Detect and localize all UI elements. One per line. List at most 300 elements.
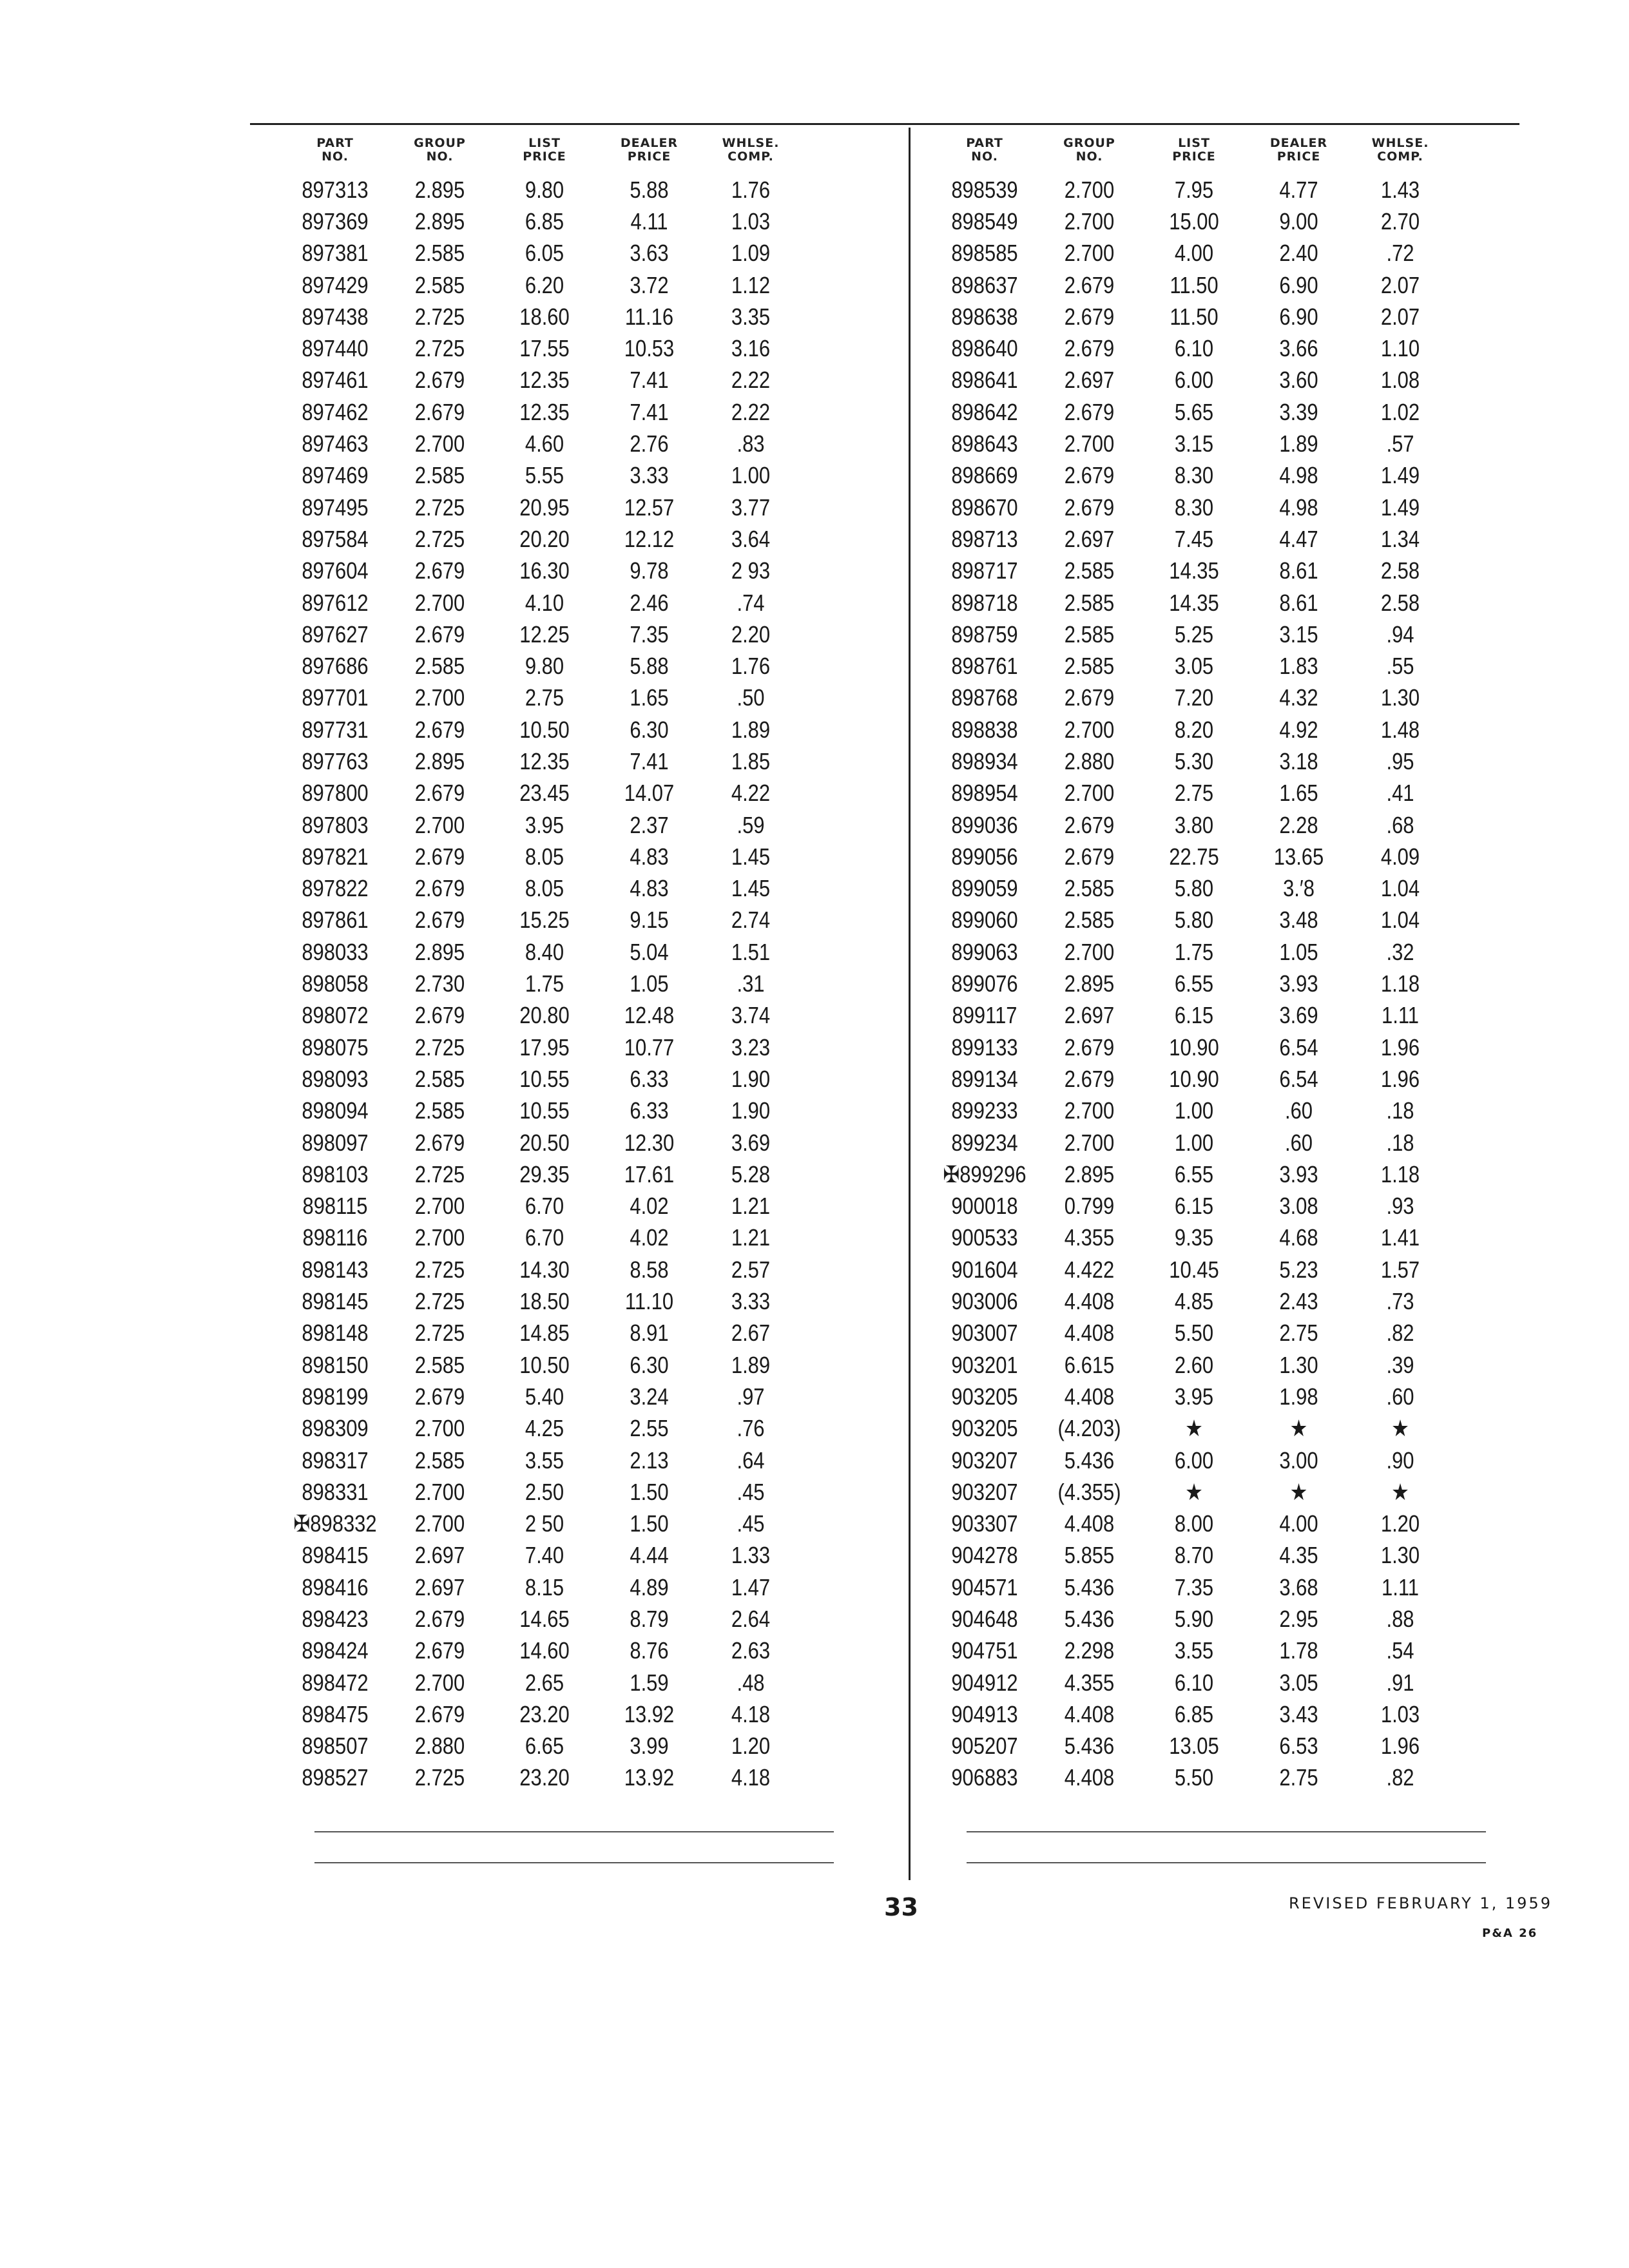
part-no-cell: 898670 [951,494,1018,521]
group-no-cell: 2.895 [414,747,465,774]
list-price-cell: 5.55 [525,462,564,489]
part-no-cell: 904912 [951,1669,1018,1696]
table-row [284,1191,799,1222]
part-no-cell: 899060 [951,907,1018,934]
group-no-cell: 2.700 [1064,938,1115,965]
dealer-price-cell: 6.33 [630,1097,669,1124]
table-row [284,174,799,206]
table-row [933,809,1449,841]
table-row [284,396,799,428]
list-price-cell: 2.75 [1174,780,1214,807]
table-row [933,650,1449,682]
dealer-price-cell: ★ [1289,1415,1308,1442]
table-row [284,332,799,364]
whlse-comp-cell: .31 [737,970,765,997]
dealer-price-cell: 2.43 [1279,1288,1318,1315]
list-price-cell: 17.95 [519,1033,570,1061]
dealer-price-cell: 4.83 [630,875,669,902]
part-no-cell: 904648 [951,1606,1018,1632]
table-row [933,1603,1449,1635]
header-whlse-comp: WHLSE. COMP. [722,136,780,164]
table-row [933,1127,1449,1158]
part-no-cell: 903201 [951,1351,1018,1378]
dealer-price-cell: 12.57 [624,494,675,521]
list-price-cell: 5.40 [525,1383,564,1410]
table-row [284,301,799,332]
dealer-price-cell: 1.83 [1279,653,1318,680]
list-price-cell: 3.15 [1174,430,1214,457]
list-price-cell: 20.95 [519,494,570,521]
part-no-cell: 898761 [951,653,1018,680]
list-price-cell: 4.00 [1174,240,1214,267]
whlse-comp-cell: 1.96 [1380,1733,1420,1760]
whlse-comp-cell: 1.89 [731,1351,771,1378]
part-no-cell: 898549 [951,207,1018,235]
whlse-comp-cell: 5.28 [731,1160,771,1187]
group-no-cell: 2.725 [414,303,465,330]
part-no-cell: 903006 [951,1288,1018,1315]
group-no-cell: 2.679 [1064,811,1115,838]
list-price-cell: 3.05 [1174,653,1214,680]
header-dealer-price: DEALER PRICE [1269,136,1328,164]
whlse-comp-cell: 1.90 [731,1097,771,1124]
table-row [284,1318,799,1349]
dealer-price-cell: 6.30 [630,716,669,743]
table-row [284,460,799,492]
part-no-cell: 898094 [302,1097,369,1124]
whlse-comp-cell: 2.63 [731,1637,771,1664]
list-price-cell: 23.20 [519,1700,570,1727]
part-no-cell: 897731 [302,716,369,743]
group-no-cell: 2.700 [1064,240,1115,267]
group-no-cell: 0.799 [1064,1193,1115,1220]
group-no-cell: 2.679 [414,398,465,425]
part-no-cell: 897701 [302,684,369,711]
list-price-cell: 6.55 [1174,970,1214,997]
list-price-cell: 23.20 [519,1764,570,1791]
part-no-cell: 898637 [951,271,1018,298]
list-price-cell: 14.35 [1169,557,1219,584]
whlse-comp-cell: .90 [1386,1446,1414,1474]
group-no-cell: 2.679 [414,367,465,394]
group-no-cell: 2.697 [414,1573,465,1600]
list-price-cell: 14.60 [519,1637,570,1664]
table-row [284,428,799,459]
header-group-no: GROUP NO. [414,136,466,164]
footer-rule [314,1862,834,1863]
part-no-cell: 898150 [302,1351,369,1378]
table-row [284,1571,799,1603]
whlse-comp-cell: .88 [1386,1606,1414,1632]
whlse-comp-cell: 3.77 [731,494,771,521]
table-row [284,1285,799,1317]
header-part-no: PART NO. [966,136,1003,164]
table-row [284,1254,799,1285]
table-row [284,873,799,905]
part-no-cell: 898148 [302,1320,369,1347]
dealer-price-cell: 2.46 [630,589,669,616]
whlse-comp-cell: 3.33 [731,1288,771,1315]
whlse-comp-cell: 1.49 [1380,494,1420,521]
list-price-cell: 3.95 [525,811,564,838]
header-list-price: LIST PRICE [1172,136,1216,164]
table-row [933,619,1449,650]
group-no-cell: 4.408 [1064,1764,1115,1791]
group-no-cell: 2.679 [1064,303,1115,330]
part-no-cell: 898424 [302,1637,369,1664]
revision-date: REVISED FEBRUARY 1, 1959 [1289,1894,1552,1912]
table-row [284,238,799,269]
dealer-price-cell: 6.33 [630,1065,669,1092]
part-no-cell: 903007 [951,1320,1018,1347]
dealer-price-cell: 6.90 [1279,303,1318,330]
table-row [284,809,799,841]
group-no-cell: 4.408 [1064,1288,1115,1315]
part-no-cell: 904913 [951,1700,1018,1727]
list-price-cell: 10.55 [519,1065,570,1092]
part-no-cell: 897469 [302,462,369,489]
whlse-comp-cell: 1.21 [731,1193,771,1220]
group-no-cell: 2.585 [1064,875,1115,902]
list-price-cell: 8.05 [525,875,564,902]
part-no-cell: 898116 [302,1224,368,1251]
document-code: P&A 26 [1482,1927,1538,1940]
table-row [284,968,799,999]
list-price-cell: 29.35 [519,1160,570,1187]
part-no-cell: 897803 [302,811,369,838]
list-price-cell: 10.50 [519,1351,570,1378]
whlse-comp-cell: 2.07 [1380,303,1420,330]
list-price-cell: 7.35 [1174,1573,1214,1600]
whlse-comp-cell: 1.47 [731,1573,771,1600]
whlse-comp-cell: 1.03 [731,207,771,235]
dealer-price-cell: 4.02 [630,1193,669,1220]
table-row [933,523,1449,555]
group-no-cell: 2.725 [414,1320,465,1347]
group-no-cell: 2.679 [414,1700,465,1727]
dealer-price-cell: 4.92 [1279,716,1318,743]
group-no-cell: 2.700 [414,1415,465,1442]
whlse-comp-cell: 1.76 [731,653,771,680]
part-no-cell: 898585 [951,240,1018,267]
whlse-comp-cell: .93 [1386,1193,1414,1220]
group-no-cell: 2.585 [414,653,465,680]
table-row [284,1445,799,1476]
part-no-cell: 898103 [302,1160,369,1187]
whlse-comp-cell: .45 [737,1478,765,1505]
whlse-comp-cell: 4.18 [731,1700,771,1727]
dealer-price-cell: 8.58 [630,1256,669,1283]
part-no-cell: 898713 [951,525,1018,552]
dealer-price-cell: 3.08 [1279,1193,1318,1220]
part-no-cell: 897861 [302,907,369,934]
group-no-cell: 2.700 [414,684,465,711]
table-row [284,1032,799,1063]
table-row [933,587,1449,619]
list-price-cell: 10.90 [1169,1033,1219,1061]
part-no-cell: 898640 [951,335,1018,362]
group-no-cell: 4.422 [1064,1256,1115,1283]
group-no-cell: 2.895 [414,176,465,203]
part-no-cell: ✠898332 [293,1510,377,1537]
table-row [933,1191,1449,1222]
table-row [284,1635,799,1667]
list-price-cell: 3.55 [1174,1637,1214,1664]
whlse-comp-cell: .64 [737,1446,765,1474]
dealer-price-cell: 7.41 [630,747,669,774]
dealer-price-cell: 4.47 [1279,525,1318,552]
part-no-cell: 897462 [302,398,369,425]
list-price-cell: 8.40 [525,938,564,965]
whlse-comp-cell: .82 [1386,1320,1414,1347]
part-no-cell: 899036 [951,811,1018,838]
dealer-price-cell: 7.41 [630,398,669,425]
part-no-cell: 897584 [302,525,369,552]
dealer-price-cell: 5.88 [630,176,669,203]
group-no-cell: 2.725 [414,1256,465,1283]
list-price-cell: 1.00 [1174,1129,1214,1156]
list-price-cell: 4.25 [525,1415,564,1442]
table-row [284,1095,799,1127]
dealer-price-cell: 14.07 [624,780,675,807]
whlse-comp-cell: 1.45 [731,843,771,870]
dealer-price-cell: 2.55 [630,1415,669,1442]
list-price-cell: 4.60 [525,430,564,457]
list-price-cell: 6.15 [1174,1002,1214,1029]
table-row [933,1731,1449,1762]
table-row [284,936,799,968]
whlse-comp-cell: 2.57 [731,1256,771,1283]
whlse-comp-cell: 1.10 [1380,335,1420,362]
list-price-cell: 4.10 [525,589,564,616]
group-no-cell: 2.679 [1064,335,1115,362]
list-price-cell: 11.50 [1170,271,1219,298]
list-price-cell: 12.25 [519,620,570,648]
table-row [284,682,799,714]
whlse-comp-cell: .59 [737,811,765,838]
group-no-cell: 2.697 [1064,525,1115,552]
table-row [284,587,799,619]
dealer-price-cell: 3.15 [1279,620,1318,648]
table-row [933,905,1449,936]
group-no-cell: 2.895 [1064,970,1115,997]
dealer-price-cell: 2.37 [630,811,669,838]
part-no-cell: 898415 [302,1542,369,1569]
table-row [933,1540,1449,1571]
dealer-price-cell: 3.99 [630,1733,669,1760]
table-row [933,873,1449,905]
list-price-cell: 2.65 [525,1669,564,1696]
part-no-cell: 904571 [951,1573,1018,1600]
dealer-price-cell: 3.00 [1279,1446,1318,1474]
list-price-cell: 8.20 [1174,716,1214,743]
list-price-cell: 7.20 [1174,684,1214,711]
whlse-comp-cell: 2.20 [731,620,771,648]
table-row [933,1413,1449,1445]
part-no-cell: 897313 [302,176,369,203]
dealer-price-cell: 13.65 [1273,843,1324,870]
whlse-comp-cell: .18 [1386,1097,1414,1124]
whlse-comp-cell: 1.00 [731,462,771,489]
group-no-cell: 2.725 [414,1160,465,1187]
whlse-comp-cell: 1.48 [1380,716,1420,743]
table-row [284,1603,799,1635]
dealer-price-cell: 2.28 [1279,811,1318,838]
group-no-cell: 2.700 [414,1510,465,1537]
whlse-comp-cell: .18 [1386,1129,1414,1156]
dealer-price-cell: 12.12 [624,525,675,552]
whlse-comp-cell: 1.33 [731,1542,771,1569]
dealer-price-cell: 3.68 [1279,1573,1318,1600]
list-price-cell: 4.85 [1174,1288,1214,1315]
list-price-cell: 5.30 [1174,747,1214,774]
part-no-cell: 898143 [302,1256,369,1283]
list-price-cell: 14.30 [519,1256,570,1283]
whlse-comp-cell: 1.04 [1380,875,1420,902]
whlse-comp-cell: .39 [1386,1351,1414,1378]
whlse-comp-cell: .73 [1386,1288,1414,1315]
dealer-price-cell: 5.23 [1279,1256,1318,1283]
table-row [284,1063,799,1095]
group-no-cell: 2.700 [414,589,465,616]
part-no-cell: 906883 [951,1764,1018,1791]
whlse-comp-cell: 1.45 [731,875,771,902]
dealer-price-cell: 5.04 [630,938,669,965]
part-no-cell: 898717 [951,557,1018,584]
list-price-cell: 12.35 [519,398,570,425]
list-price-cell: 5.50 [1174,1320,1214,1347]
dealer-price-cell: 7.35 [630,620,669,648]
group-no-cell: 2.585 [1064,589,1115,616]
dealer-price-cell: 17.61 [624,1160,675,1187]
dealer-price-cell: 4.83 [630,843,669,870]
group-no-cell: 2.679 [414,875,465,902]
table-row [284,1667,799,1698]
part-no-cell: 898638 [951,303,1018,330]
group-no-cell: 4.408 [1064,1510,1115,1537]
dealer-price-cell: 1.89 [1279,430,1318,457]
whlse-comp-cell: ★ [1391,1415,1409,1442]
list-price-cell: 11.50 [1170,303,1219,330]
part-no-cell: 903207 [951,1446,1018,1474]
dealer-price-cell: 3.66 [1279,335,1318,362]
part-no-cell: 898475 [302,1700,369,1727]
group-no-cell: 2.697 [1064,367,1115,394]
list-price-cell: 2 50 [525,1510,564,1537]
list-price-cell: 3.55 [525,1446,564,1474]
list-price-cell: 22.75 [1169,843,1219,870]
whlse-comp-cell: 1.90 [731,1065,771,1092]
whlse-comp-cell: 1.43 [1380,176,1420,203]
list-price-cell: 2.50 [525,1478,564,1505]
part-no-cell: 897821 [302,843,369,870]
table-row [933,460,1449,492]
column-divider [909,128,911,1880]
whlse-comp-cell: 1.03 [1380,1700,1420,1727]
dealer-price-cell: 8.61 [1279,589,1318,616]
list-price-cell: 6.15 [1174,1193,1214,1220]
dealer-price-cell: 4.35 [1279,1542,1318,1569]
whlse-comp-cell: .45 [737,1510,765,1537]
group-no-cell: 2.679 [414,716,465,743]
list-price-cell: 7.45 [1174,525,1214,552]
group-no-cell: 2.895 [414,938,465,965]
part-no-cell: 898033 [302,938,369,965]
part-no-cell: 897381 [302,240,369,267]
group-no-cell: 5.436 [1064,1573,1115,1600]
dealer-price-cell: 6.54 [1279,1065,1318,1092]
table-row [284,1731,799,1762]
group-no-cell: 5.436 [1064,1446,1115,1474]
table-row [284,1413,799,1445]
list-price-cell: 6.85 [525,207,564,235]
right-table-body [933,174,1449,1794]
whlse-comp-cell: 3.74 [731,1002,771,1029]
table-row [933,1318,1449,1349]
dealer-price-cell: 1.30 [1279,1351,1318,1378]
table-row [933,206,1449,237]
table-row [933,1635,1449,1667]
group-no-cell: 4.408 [1064,1383,1115,1410]
table-row [284,269,799,301]
table-row [933,1445,1449,1476]
list-price-cell: 5.65 [1174,398,1214,425]
table-row [933,1571,1449,1603]
group-no-cell: 2.700 [414,1224,465,1251]
dealer-price-cell: 8.76 [630,1637,669,1664]
whlse-comp-cell: .48 [737,1669,765,1696]
dealer-price-cell: 13.92 [624,1700,675,1727]
list-price-cell: 16.30 [519,557,570,584]
dealer-price-cell: 2.40 [1279,240,1318,267]
whlse-comp-cell: .76 [737,1415,765,1442]
dealer-price-cell: 6.90 [1279,271,1318,298]
group-no-cell: 2.700 [414,430,465,457]
table-row [933,1158,1449,1190]
whlse-comp-cell: 2.64 [731,1606,771,1632]
whlse-comp-cell: 1.04 [1380,907,1420,934]
table-row [284,1381,799,1412]
part-no-cell: 899234 [951,1129,1018,1156]
list-price-cell: 6.10 [1174,335,1214,362]
group-no-cell: 2.725 [414,525,465,552]
whlse-comp-cell: 3.69 [731,1129,771,1156]
list-price-cell: 14.85 [519,1320,570,1347]
group-no-cell: 2.585 [414,1065,465,1092]
dealer-price-cell: .60 [1284,1097,1313,1124]
table-row [284,1540,799,1571]
whlse-comp-cell: 1.12 [731,271,771,298]
whlse-comp-cell: 1.96 [1380,1033,1420,1061]
part-no-cell: 899063 [951,938,1018,965]
dealer-price-cell: 1.05 [1279,938,1318,965]
whlse-comp-cell: 1.18 [1380,1160,1420,1187]
dealer-price-cell: 3.43 [1279,1700,1318,1727]
part-no-cell: 897763 [302,747,369,774]
dealer-price-cell: 1.50 [630,1510,669,1537]
list-price-cell: 20.80 [519,1002,570,1029]
dealer-price-cell: 3.05 [1279,1669,1318,1696]
group-no-cell: 2.700 [1064,1097,1115,1124]
part-no-cell: 899133 [951,1033,1018,1061]
part-no-cell: 898115 [302,1193,368,1220]
table-row [284,714,799,745]
group-no-cell: 2.700 [1064,1129,1115,1156]
list-price-cell: 7.40 [525,1542,564,1569]
whlse-comp-cell: 1.85 [731,747,771,774]
list-price-cell: 9.80 [525,176,564,203]
list-price-cell: 12.35 [519,747,570,774]
